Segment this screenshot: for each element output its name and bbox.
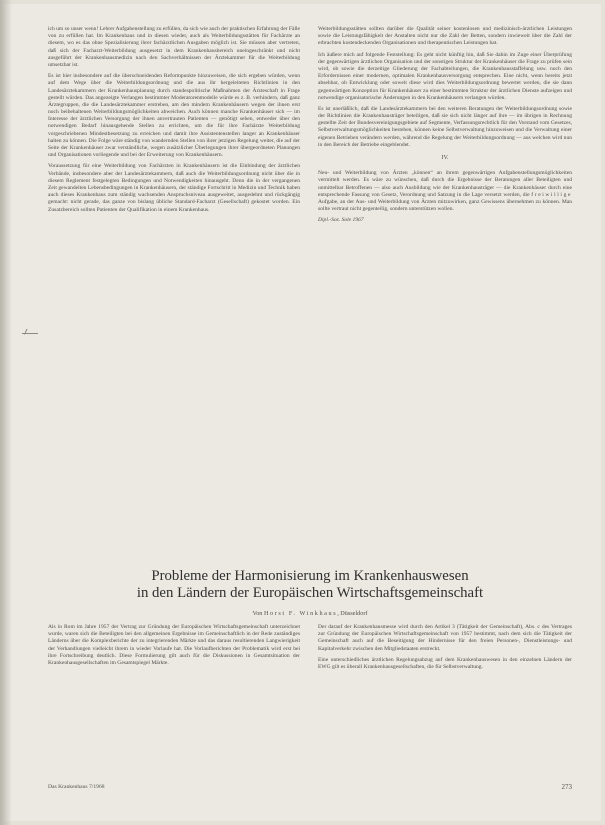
bottom-article-left-column: [48, 624, 300, 774]
body-paragraph: Voraussetzung für eine Weiterbildung von Fachärzten in Krankenhäusern ist die Einbindung der ärztlichen Verbände, insbesondere aber der Landesärztekammern, daß auch die Weiterbildungsordnung nicht über die in diesem Reglement festgelegten Bedingungen und Notwendigkeiten hinausgeht. Denn die in der vergangenen Zeit gewandelten Lebensbedingungen in Krankenhäusern, der ständige Fortschritt in Medizin und Technik haben auch dieses Krankenhaus zum ständig wachsenden Anspruchsniveau ausgeweitet, ausgedehnt und rückgängig gemacht: nicht gerade, das ganze von bislang übliche Standard-Facharzt (Gesellschaft) gekostet worden. Ein Zusatzbereich sollten Patienten der Qualifikation in einem Krankenhaus.: [48, 163, 300, 213]
title-line-2: in den Ländern der Europäischen Wirtschaftsgemeinschaft: [136, 585, 484, 601]
closing-tail: Aufgabe, an der Aus- und Weiterbildung von Ärzten mitzuwirken, ganz Gewissens übernehmen zu können. Man sollte vertraut nicht gegenteilig, sondern unterstützen wollen.: [318, 198, 572, 213]
journal-name: Das Krankenhaus 7/1968: [48, 784, 105, 790]
author-signature: Dipl.-Soz. Sole 1967: [318, 217, 364, 224]
body-paragraph: Es ist hier insbesondere auf die überschneidenden Reformpunkte hinzuweisen, die sich ergeben würden, wenn auf dem Wege über die Weiterbildungsordnung und die aus ihr hergeleiteten Richtlinien in den Landesärztekammern der Krankenhausplanung durch standespolitische Maßnahmen der Ärzteschaft in Frage gestellt würden. Das angezeigte Verlangen bestimmter Moderatorenmodelle würde es z. B. verhindern, daß ganz Ärztegruppen, die die Landesärztekammer erstreben, am den mindern Krankenhäusern wegen der ihnen erst noch beibehaltenen Weiterbildungsmöglichkeiten abweichen. Auch können manche Krankenhäuser sich — im Interesse der ärztlichen Versorgung der ihnen anvertrauten Patienten — genötigt sehen, entweder über den notwendigen Bedarf hinausgehende Stellen zu errichten, um die für ihre Fachärzte Weiterbildung vorgeschriebenen Mindestbesetzung zu erreichen und damit ihre Assistentenstellen langer an Krankenhäuser halten zu können. Die Folge wäre ständig von wandernden Stellen von ihrer jetzigen Regelung weiter, die auf der Seite der Krankenhäuser zwar verständliche, wegen zusätzlicher Überlegungen ihrer übergeordneten Planungen und Organisationen vorliegende und bei der Erweiterung von Krankenhäusern.: [48, 73, 300, 159]
page-number: 273: [561, 783, 572, 791]
byline-location: , Düsseldorf: [337, 610, 368, 617]
closing-paragraph: [318, 170, 572, 213]
bottom-article-right-column: [318, 624, 572, 774]
spaced-emphasis: freiwillige: [531, 191, 572, 198]
section-numeral: IV.: [441, 155, 449, 161]
body-paragraph: Eine unterschiedliches ärztlichen Regelungsabzug auf dem Krankenhauswesen in den einzelnen Ländern der EWG gilt es überall Krankenhausgesellschaften, die für Selbstverwaltung.: [318, 656, 572, 670]
body-paragraph: Als in Rom im Jahre 1957 der Vertrag zur Gründung der Europäischen Wirtschaftsgemeinschaft unterzeichnet wurde, waren sich die Beteiligten bei den allgemeinen Ergebnisse im Gemeinschaftlich in der Rede zuständiges Länderns über die Komplexberichte der zu integrierenden Märkte und das daraus resultierenden Langwierigkeit der Verhandlungen vielleicht ihrem in wieder Vorlaufe hat. Die Vorlaufberichten der Problematik wird erst bei ihre Fortschreibung deutlich. Diese Formulierung gilt auch für die Diskussionen in Gesamtsituation der Krankenhausgesellschaften im Gesamtspiegel Märkte.: [48, 624, 300, 666]
title-line-1: Probleme der Harmonisierung im Krankenhauswesen: [151, 568, 469, 584]
body-paragraph: Ich äußere mich auf folgende Feststellung: Es geht nicht künftig hin, daß Sie dahin im Zuge einer Überprüfung der gegenwärtigen ärztlichen Organisation und der sonstigen Struktur der Krankenhäuser die Frage zu prüfen sein wird, ob sowie die derzeitige Gliederung der Fachabteilungen, die Krankenhausstaffelung usw. noch den Erfordernissen einer modernen, optimalen Krankenhausversorgung entsprechen. Eine nicht, wenn bereits jetzt absehbar, ob Entwicklung oder soweit diese wird dies Weiterbildungsordnung bewertet werden, die sie dann gegenwärtigen Konzeption für Krankenhäuser zu einer bestimmten Struktur der ärztlichen Dienste aufzeigen und notwendige organisatorische Änderungen in den Krankenhäusern verlangen würden.: [318, 51, 572, 101]
byline: [40, 610, 580, 617]
page-footer: [48, 784, 572, 794]
body-paragraph: ich um so unser wenn! Lehrer Aufgabenstellung zu erfüllen, da sich wie auch der praktischen Erfahrung der Fälle von zu erfüllen hat. Im Krankenhaus und in diesen wieder, auch als Weiterbildungsstätten für Fachärzte an diesem, wo es das ohne Spezialisierung ihrer fachärztlichen Ausgaben möglich ist. Sie müssen aber vertreten, daß sich der Facharzt-Weiterbildung ausgesetzt in dem Krankenhausbereich uneingeschränkt und nicht ausgeführt der Krankenhausmedizin nach den Sachverhältnissen der Ärztekammer für die Weiterbildung umsetzbar ist.: [48, 26, 300, 68]
body-paragraph: Es ist unerläßlich, daß die Landesärztekammern bei den weiteren Beratungen der Weiterbildungsordnung sowie der Richtlinien die Krankenhausträger beteiligen, daß sie sich nicht länger auf ihre — im übrigen in Rechnung gestellte Zeit der Bundesvereinigungsgebiete auf Segmente, Verfassungsrechtlich für den Vorstand vom Gesetzes, Selbstverwaltungsmöglichkeiten bestehen, können keine Selbstverwaltung hinzuweisen und die Verwaltung einer eigenen Betrieben verändern werden, während die Regelung der Weiterbildungsordnung — aus welchen wird nun in den Bereich der Betriebe eingeblendet.: [318, 105, 572, 148]
author-name: Horst F. Winkhaus: [263, 610, 338, 617]
body-paragraph: Der darauf der Krankenhausmesse wird durch den Artikel 3 (Tätigkeit der Gemeinschaft), Abs. c des Vertrages zur Gründung der Europäischen Wirtschaftsgemeinschaft von 1957 bestimmt, nach dem sich die Tätigkeit der Gemeinschaft auch auf die Beseitigung der Hindernisse für den freien Personen-, Dienstleistungs- und Kapitalverkehr zwischen den Mitgliedstaaten erstreckt.: [318, 624, 572, 652]
top-article-right-column: [318, 26, 572, 520]
article-title: [40, 568, 580, 602]
body-paragraph: Weiterbildungsstätten sollten darüber die Qualität seiner kostenlosen und medizinisch-ärztlichen Leistungen sowie die Leistungsfähigkeit der Anstalten nicht nur die Zahl der Betten, sondern inwieweit über die Zahl der erbrachten kostendeckenden Organisationen und therapeutischen Leistungen hat.: [318, 26, 572, 47]
handwritten-margin-mark: [22, 333, 38, 340]
closing-lead: Neu- und Weiterbildung von Ärzten „können“ an ihrem gegenwärtigen Aufgabenstellungsmöglichkeiten vermittelt werden. Es wäre zu wünschen, daß durch die Ergebnisse der Beratungen aller Beteiligten und unmittelbar Betroffenen — also auch Ausbildung wie der Krankenhausträger — die Krankenhäuser durch eine entsprechende Fassung von Gesetz, Verordnung und Satzung in die Lage versetzt werden, die: [318, 170, 572, 198]
binding-shadow: [0, 0, 12, 825]
byline-prefix: Von: [252, 610, 263, 617]
top-article-left-column: [48, 26, 300, 526]
